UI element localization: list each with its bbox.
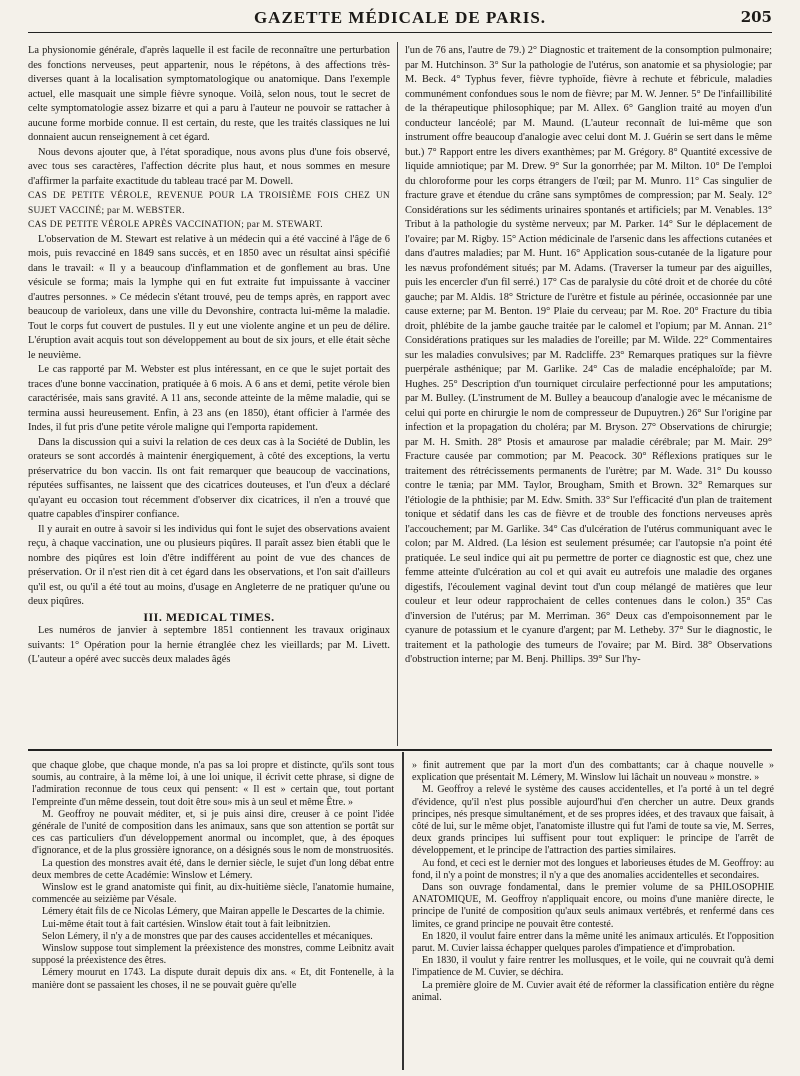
- paragraph: Dans la discussion qui a suivi la relation de ces deux cas à la Société de Dublin, les orateurs se sont accordés à maintenir énergiquement, à côté des exceptions, la vertu préservatrice du bon vaccin. Ils ont fait remarquer que beaucoup de vaccinations, réputées suffisantes, ne laissent que des cicatrices douteuses, et l'un d'eux a déclaré qu'ayant eu occasion tout récemment d'observer dix cicatrices, il n'en a trouvé que quatre capables d'inspirer confiance.: [28, 436, 390, 520]
- feuilleton-divider: [28, 749, 772, 751]
- paragraph: que chaque globe, que chaque monde, n'a pas sa loi propre et distincte, qu'ils sont tous soumis, au contraire, à la même loi, à une loi unique, il écrivit cette phrase, si digne de l'admiration reconnue de tous ceux qui pensent: « Il est » certain que, tout portant l'empreinte d'un même dessein, tout doit être sou» mis à un seul et même Être. »: [32, 760, 394, 808]
- paragraph: La question des monstres avait été, dans le dernier siècle, le sujet d'un long débat entre deux membres de cette Académie: Winslow et Lémery.: [32, 857, 394, 881]
- section-heading: III. MEDICAL TIMES.: [143, 609, 275, 624]
- paragraph: Lémery mourut en 1743. La dispute durait depuis dix ans. « Et, dit Fontenelle, à la manière dont se passaient les choses, il ne se pouvait guère qu'elle: [32, 967, 394, 991]
- paragraph: » finit autrement que par la mort d'un des combattants; car à chaque nouvelle » explication que présentait M. Lémery, M. Winslow lui lâchait un nouveau » monstre. »: [412, 760, 774, 784]
- paragraph: Selon Lémery, il n'y a de monstres que par des causes accidentelles et mécaniques.: [42, 930, 373, 942]
- upper-left-column: [28, 44, 390, 746]
- paragraph: L'observation de M. Stewart est relative à un médecin qui a été vacciné à l'âge de 6 mois, puis revacciné en 1849 sans succès, et en 1850 avec un résultat ainsi spécifié dans le travail: « Il y a beaucoup d'inflammation et de gonflement au bras. Une vésicule se forma; mais la lymphe qui en fut extraite fut impuissante à vacciner d'autres personnes. » Ce médecin s'étant trouvé, peu de temps après, en rapport avec beaucoup de varioleux, dans une ville du Devonshire, contracta lui-même la maladie. Tout le corps fut couvert de pustules. Il y eut une violente angine et un peu de délire. L'éruption avait acquis tout son développement au bout de six jours, et elle était sèche le neuvième.: [28, 233, 390, 361]
- paragraph: Lémery était fils de ce Nicolas Lémery, que Mairan appelle le Descartes de la chimie.: [42, 906, 385, 918]
- paragraph: Winslow suppose tout simplement la préexistence des monstres, comme Leibnitz avait supposé la préexistence des êtres.: [32, 943, 394, 967]
- page-number: 205: [740, 8, 772, 26]
- paragraph: Winslow est le grand anatomiste qui finit, au dix-huitième siècle, l'anatomie humaine, commencée au seizième par Vésale.: [32, 882, 394, 906]
- paragraph: Dans son ouvrage fondamental, dans le premier volume de sa PHILOSOPHIE ANATOMIQUE, M. Geoffroy n'appliquait encore, ou moins d'une manière directe, le principe de l'unité de composition qu'aux seuls animaux vertébrés, et renfermé dans ces limites, ce grand principe ne pouvait être contesté.: [412, 882, 774, 930]
- paragraph: Il y aurait en outre à savoir si les individus qui font le sujet des observations avaient reçu, à chaque vaccination, une ou plusieurs piqûres. Il paraît assez bien établi que le nombre des piqûres est loin d'être indifférent au point de vue des chances de préservation. Or il n'est rien dit à cet égard dans les observations, et l'on sait d'ailleurs qu'il est, ou qu'il a été tout au moins, d'usage en Angleterre de ne pratiquer qu'une ou deux piqûres.: [28, 523, 390, 607]
- case-title-stewart: CAS DE PETITE VÉROLE APRÈS VACCINATION; par M. STEWART.: [28, 220, 323, 230]
- column-divider: [402, 752, 404, 1070]
- page-header: [28, 6, 772, 33]
- paragraph: Les numéros de janvier à septembre 1851 contiennent les travaux originaux suivants: 1° Opération pour la hernie étranglée chez les vieillards; par M. Livett. (L'auteur a opéré avec succès deux malades âgés: [28, 625, 390, 665]
- paragraph: l'un de 76 ans, l'autre de 79.) 2° Diagnostic et traitement de la consomption pulmonaire; par M. Hutchinson. 3° Sur la pathologie de l'utérus, son anatomie et sa physiologie; par M. Beck. 4° Typhus fever, fièvre typhoïde, fièvre à rechute et fébricule, maladies communément confondues sous le nom de fièvre; par M. W. Jenner. 5° De l'infaillibilité de la thérapeutique philosophique; par M. Allex. 6° Ganglion traité au moyen d'un conducteur lancéolé; par M. Maund. (L'auteur reconnaît de lui-même que son instrument offre beaucoup d'analogie avec celui dont M. J. Guérin se sert dans le même but.) 7° Rapport entre les divers exanthèmes; par M. Grégory. 8° Quantité excessive de liquide amniotique; par M. Drew. 9° Sur la gonorrhée; par M. Milton. 10° De l'emploi du chloroforme pour les corps étrangers de l'œil; par M. Munro. 11° Cas singulier de fracture grave et étendue du crâne sans symptômes de compression; par M. Sealy. 12° Considérations sur les sédiments urinaires spontanés et artificiels; par M. Venables. 13° Tribut à la pathologie du système nerveux; par M. Parker. 14° Sur le déplacement de l'ovaire; par M. Rigby. 15° Action médicinale de l'arsenic dans les affections cutanées et dans d'autres maladies; par M. Hunt. 16° Application sous-cutanée de la ligature pour les nævus profondément situés; par M. Adams. (Traverser la tumeur par des aiguilles, puis les encercler d'un fil serré.) 17° Cas de paralysie du côté droit et de chorée du côté gauche; par M. Aldis. 18° Stricture de l'urètre et fistule au périnée, occasionnée par une cause externe; par M. Benton. 19° Plaie du cerveau; par M. Roe. 20° Fracture du tibia droit, phlébite de la jambe gauche traitée par le calomel et l'opium; par M. Annan. 21° Considérations pratiques sur les maladies de l'oreille; par M. Wilde. 22° Commentaires sur les maladies convulsives; par M. Radcliffe. 23° Remarques pratiques sur la fièvre puerpérale asthénique; par M. Garlike. 24° Cas de maladie encéphaloïde; par M. Hughes. 25° Description d'un tourniquet circulaire perfectionné pour les amputations; par M. Bulley. (L'instrument de M. Bulley a beaucoup d'analogie avec le mécanisme de celui qui porte en chirurgie le nom de compresseur de Dupuytren.) 26° Sur l'origine par infection et la propagation du choléra; par M. Bryson. 27° Observations de chirurgie; par M. H. Smith. 28° Ptosis et amaurose par maladie cérébrale; par M. Mair. 29° Fracture causée par commotion; par M. Peacock. 30° Réflexions pratiques sur le traitement des rétrécissements permanents de l'urètre; par M. Wade. 31° Du kousso contre le tænia; par MM. Taylor, Brougham, Smith et Brown. 32° Remarques sur l'étiologie de la phthisie; par M. Edw. Smith. 33° Sur l'efficacité d'un plan de traitement tonique et sédatif dans les cas de fièvre et de trouble des fonctions nerveuses après l'accouchement; par M. Garlike. 34° Cas d'ulcération de l'utérus communiquant avec le colon; par M. Aldred. (La lésion est seulement présumée; car l'autopsie n'a point été pratiquée. Le seul indice qui ait pu permettre de porter ce diagnostic est que, chez une femme atteinte d'ulcération au col et qui avait eu autrefois une maladie des organes digestifs, l'écoulement vaginal devint tout d'un coup mélangé de matières que leur couleur et leur odeur rapprochaient de celles contenues dans le colon.) 35° Cas d'inversion de l'utérus; par M. Merriman. 36° Deux cas d'empoisonnement par le cyanure de potassium et le cyanure d'argent; par M. Letheby. 37° Sur le diagnostic, le traitement et la pathologie des tumeurs de l'ovaire; par M. Bird. 38° Observations d'obstruction interne; par M. Benj. Phillips. 39° Sur l'hy-: [405, 45, 772, 665]
- paragraph: Au fond, et ceci est le dernier mot des longues et laborieuses études de M. Geoffroy: au fond, il n'y a point de monstres; il n'y a que des anomalies accidentelles et secondaires.: [412, 857, 774, 881]
- journal-title: GAZETTE MÉDICALE DE PARIS.: [253, 8, 547, 27]
- lower-right-column: [412, 760, 774, 1072]
- paragraph: Lui-même était tout à fait cartésien. Winslow était tout à fait leibnitzien.: [42, 918, 331, 930]
- lower-left-column: [32, 760, 394, 1072]
- paragraph: La physionomie générale, d'après laquelle il est facile de reconnaître une perturbation des fonctions nerveuses, peut appartenir, nous le répétons, à des affections très-diverses quant à la localisation symptomatologique ou anatomique. Dans l'exemple actuel, elle masquait une simple fièvre synoque. Voilà, selon nous, tout le secret de celte symptomatologie assez bizarre et qui a paru à l'auteur ne pouvoir se rattacher à aucune forme morbide connue. Il est certain, du reste, que les traités classiques ne lui donnaient aucun renseignement à cet égard.: [28, 45, 390, 143]
- paragraph: Nous devons ajouter que, à l'état sporadique, nous avons plus d'une fois observé, avec tous ses caractères, l'affection décrite plus haut, et nous sommes en mesure d'affirmer la parfaite exactitude du tableau tracé par M. Dowell.: [28, 146, 390, 187]
- paragraph: Le cas rapporté par M. Webster est plus intéressant, en ce que le sujet portait des traces d'une bonne vaccination, pratiquée à 6 mois. A 6 ans et demi, petite vérole bien caractérisée, mais sans gravité. A 11 ans, seconde atteinte de la même maladie, qui se termina aussi heureusement. Enfin, à 23 ans (en 1850), étant officier à l'armée des Indes, il fut pris d'une petite vérole maligne qui l'emporta rapidement.: [28, 364, 390, 433]
- paragraph: M. Geoffroy a relevé le système des causes accidentelles, et l'a porté à un tel degré d'évidence, qu'il n'est plus possible aujourd'hui d'en chercher un autre. Deux grands principes, nés presque simultanément, et de ses propres idées, et des travaux que faisait, à côté de lui, sur le même objet, l'anatomiste illustre qui fut l'ami de toute sa vie, M. Serres, deux grands principes lui suffisent pour tout expliquer: le principe de l'arrêt de développement, et le principe de l'attraction des parties similaires.: [412, 784, 774, 857]
- case-title-webster: CAS DE PETITE VÉROLE, REVENUE POUR LA TROISIÈME FOIS CHEZ UN SUJET VACCINÉ; par M. WEBSTER.: [28, 191, 390, 216]
- paragraph: En 1830, il voulut y faire rentrer les mollusques, et le voile, qui ne couvrait qu'à demi l'impatience de M. Cuvier, se déchira.: [412, 955, 774, 979]
- paragraph: En 1820, il voulut faire entrer dans la même unité les animaux articulés. Et l'opposition parut. M. Cuvier laissa échapper quelques paroles d'impatience et d'improbation.: [412, 930, 774, 955]
- paragraph: M. Geoffroy ne pouvait méditer, et, si je puis ainsi dire, creuser à ce point l'idée générale de l'unité de composition dans les animaux, sans que son attention se portât sur ces cas particuliers d'un développement anormal ou incomplet, que, à des époques d'ignorance, et de la plus grossière ignorance, on a désignés sous le nom de monstruosités.: [32, 808, 394, 857]
- column-divider: [397, 42, 398, 746]
- upper-right-column: [405, 44, 772, 746]
- paragraph: La première gloire de M. Cuvier avait été de réformer la classification entière du règne animal.: [412, 979, 774, 1003]
